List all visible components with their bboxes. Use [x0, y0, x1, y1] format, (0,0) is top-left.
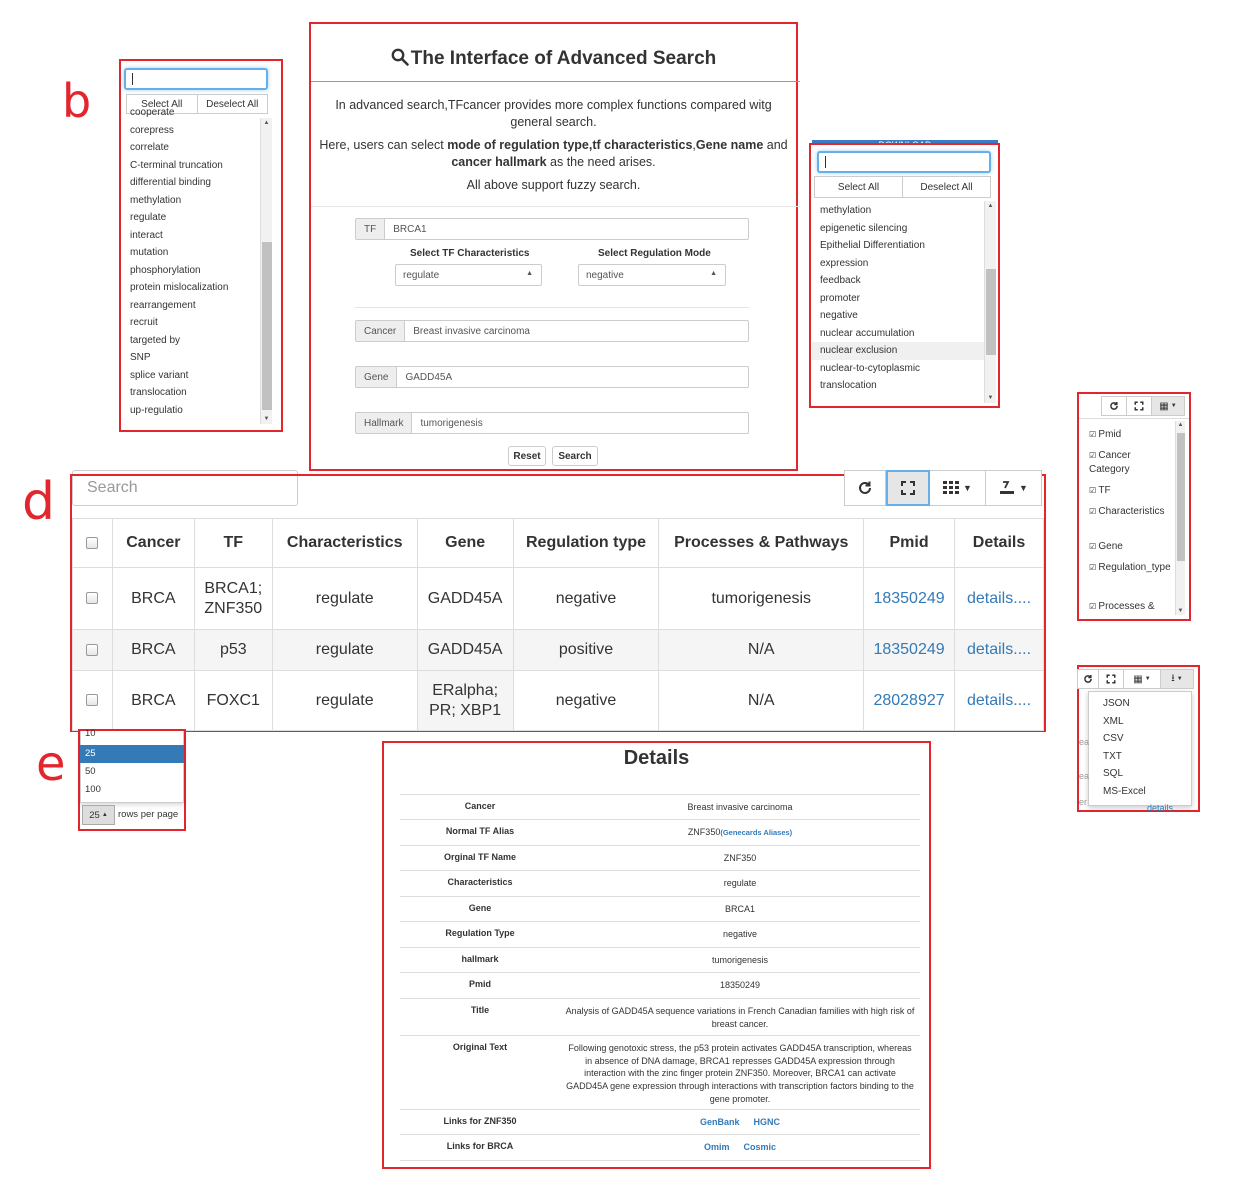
detail-value-text: BRCA1: [724, 904, 755, 914]
caret-down-icon: ▼: [1019, 483, 1028, 493]
detail-value: [560, 948, 920, 972]
refresh-icon: [857, 480, 873, 496]
tf-input[interactable]: BRCA1: [385, 218, 749, 240]
table-toolbar: [844, 470, 1042, 506]
export-xml[interactable]: XML: [1103, 715, 1124, 727]
option-splice-variant[interactable]: splice variant: [130, 369, 189, 381]
page-size-option[interactable]: 10: [85, 728, 96, 739]
export-json[interactable]: JSON: [1103, 698, 1130, 709]
option-snp[interactable]: SNP: [130, 352, 151, 363]
table-row[interactable]: [73, 671, 1044, 731]
rows-per-page-label: rows per page: [118, 809, 179, 820]
column-toggle-label: Regulation_type: [1098, 562, 1171, 573]
detail-key: Original Text: [452, 1042, 508, 1052]
detail-row: [400, 794, 920, 819]
external-link-omim[interactable]: Omim: [703, 1142, 730, 1152]
export-txt[interactable]: TXT: [1103, 750, 1122, 762]
column-header[interactable]: Regulation type: [513, 519, 659, 568]
cell-regulation-type: positive: [513, 630, 659, 671]
search-button[interactable]: Search: [552, 446, 598, 466]
table-row[interactable]: [73, 630, 1044, 671]
cell-cancer: BRCA: [112, 630, 194, 671]
detail-value: [560, 897, 920, 921]
caret-down-icon: ▼: [1176, 676, 1183, 682]
option-methylation[interactable]: methylation: [130, 194, 182, 206]
divider: [311, 81, 800, 82]
external-link-cosmic[interactable]: Cosmic: [743, 1142, 777, 1152]
cell-regulation-type: negative: [513, 568, 659, 630]
scrollbar[interactable]: [1175, 421, 1185, 615]
caret-down-icon: ▼: [963, 483, 972, 493]
scroll-up-icon[interactable]: ▲: [263, 120, 270, 126]
pmid-link[interactable]: 18350249: [864, 630, 955, 671]
detail-key: Gene: [468, 903, 492, 913]
option-list: [812, 202, 984, 402]
column-toggle-processes[interactable]: [1089, 600, 1173, 614]
option-protein-mislocalization[interactable]: protein mislocalization: [130, 282, 229, 293]
table-header-row: [73, 519, 1044, 568]
table-search-input[interactable]: Search: [72, 470, 298, 506]
option-correlate[interactable]: correlate: [130, 142, 169, 153]
results-table: [72, 518, 1044, 731]
detail-key: Regulation Type: [445, 928, 515, 938]
panel-g-export: [1077, 665, 1200, 812]
select-all-button[interactable]: Select All: [126, 94, 198, 114]
caret-down-icon: ▼: [1144, 676, 1151, 682]
detail-value: [560, 846, 920, 870]
fullscreen-button[interactable]: [1126, 396, 1152, 416]
intro-text-3: All above support fuzzy search.: [466, 178, 641, 192]
column-toggle-label: Characteristics: [1098, 506, 1165, 517]
cancer-field[interactable]: [355, 320, 749, 342]
grid-icon: ▦: [1133, 673, 1143, 685]
checkbox-icon[interactable]: ☑: [1089, 430, 1099, 439]
option-promoter[interactable]: promoter: [820, 292, 861, 304]
option-negative[interactable]: negative: [820, 310, 858, 321]
detail-value: [560, 1036, 920, 1109]
divider: [400, 1160, 920, 1161]
hallmark-input[interactable]: tumorigenesis: [412, 412, 749, 434]
option-translocation[interactable]: translocation: [820, 380, 877, 391]
column-header[interactable]: Characteristics: [272, 519, 417, 568]
detail-row: [400, 1134, 920, 1160]
reset-button[interactable]: Reset: [508, 446, 546, 466]
detail-key: Links for ZNF350: [443, 1116, 517, 1126]
details-link[interactable]: details: [1147, 803, 1174, 813]
column-header[interactable]: Processes & Pathways: [659, 519, 864, 568]
scrollbar[interactable]: [260, 118, 272, 424]
detail-key: Orginal TF Name: [443, 852, 516, 862]
cell-regulation-type: negative: [513, 671, 659, 731]
detail-key: Links for BRCA: [446, 1141, 514, 1151]
scroll-down-icon[interactable]: ▼: [263, 416, 270, 422]
column-toggle-label: Processes &: [1098, 601, 1155, 612]
detail-key: Title: [470, 1005, 490, 1015]
cell-tf: p53: [194, 630, 272, 671]
detail-row: [400, 921, 920, 947]
column-toggle-pmid[interactable]: [1089, 428, 1173, 442]
checkbox-icon[interactable]: ☑: [1089, 542, 1099, 551]
scroll-down-icon[interactable]: ▼: [1177, 608, 1184, 614]
checkbox-icon[interactable]: ☑: [1089, 602, 1099, 611]
column-toggle-list: [1079, 422, 1175, 618]
column-header[interactable]: Details: [955, 519, 1044, 568]
divider: [355, 307, 749, 308]
refresh-button[interactable]: [1101, 396, 1127, 416]
caret-up-icon: ▲: [101, 812, 108, 818]
detail-row: [400, 1035, 920, 1109]
detail-value: [560, 871, 920, 896]
detail-key: Normal TF Alias: [445, 826, 515, 836]
option-translocation[interactable]: translocation: [130, 387, 187, 398]
detail-value-text: ZNF350: [687, 827, 721, 837]
behind-text: ea: [1079, 771, 1090, 781]
fullscreen-icon: [1134, 401, 1144, 411]
option-regulate[interactable]: regulate: [130, 212, 167, 223]
option-methylation[interactable]: methylation: [820, 205, 872, 216]
divider: [311, 206, 800, 207]
cell-processes: N/A: [659, 630, 864, 671]
checkbox-icon[interactable]: ☑: [1089, 507, 1099, 516]
option-interact[interactable]: interact: [130, 229, 163, 241]
cancer-label: Cancer: [355, 320, 405, 342]
page-size-option-selected[interactable]: 25: [80, 745, 184, 763]
option-nuclear-exclusion[interactable]: nuclear exclusion: [812, 342, 984, 360]
characteristics-select[interactable]: regulate ▲: [395, 264, 542, 286]
cell-gene: GADD45A: [417, 568, 513, 630]
option-rearrangement[interactable]: rearrangement: [130, 299, 196, 311]
detail-value-text: Breast invasive carcinoma: [687, 802, 793, 812]
external-link-genbank[interactable]: GenBank: [699, 1117, 740, 1127]
select-all-checkbox-cell[interactable]: [73, 519, 113, 568]
detail-value: [560, 973, 920, 998]
column-toggle-label: Gene: [1098, 541, 1123, 552]
export-icon: [999, 481, 1015, 495]
grid-icon: ▦: [1159, 400, 1169, 412]
column-header[interactable]: Gene: [417, 519, 513, 568]
select-all-button[interactable]: Select All: [814, 176, 903, 198]
cell-gene: GADD45A: [417, 630, 513, 671]
option-mutation[interactable]: mutation: [130, 247, 169, 258]
cell-cancer: BRCA: [112, 568, 194, 630]
detail-row: [400, 870, 920, 896]
column-toggle-characteristics[interactable]: [1089, 505, 1173, 519]
regulation-mode-select[interactable]: negative ▲: [578, 264, 726, 286]
column-toggle-cancer-category[interactable]: [1089, 449, 1173, 477]
option-epithelial-differentiation[interactable]: Epithelial Differentiation: [820, 240, 925, 251]
scroll-down-icon[interactable]: ▼: [987, 395, 994, 401]
intro-text-1: In advanced search,TFcancer provides more complex functions compared witg general search.: [335, 98, 772, 129]
dropdown-search-input[interactable]: [817, 151, 991, 173]
column-toggle-regulation-type[interactable]: [1089, 561, 1173, 575]
export-ms-excel[interactable]: MS-Excel: [1103, 786, 1146, 797]
table-row[interactable]: [73, 568, 1044, 630]
checkbox[interactable]: [86, 537, 98, 549]
caret-up-icon: ▲: [526, 270, 533, 277]
scrollbar[interactable]: [984, 201, 996, 403]
checkbox-icon[interactable]: ☑: [1089, 486, 1099, 495]
deselect-all-button[interactable]: Deselect All: [903, 176, 991, 198]
option-expression[interactable]: expression: [820, 257, 869, 269]
detail-value-text: 18350249: [719, 980, 761, 990]
option-phosphorylation[interactable]: phosphorylation: [130, 264, 201, 276]
grid-icon: [943, 481, 959, 495]
column-toggle-label: Cancer Category: [1089, 450, 1131, 475]
pmid-link[interactable]: 18350249: [864, 568, 955, 630]
row-checkbox[interactable]: [86, 592, 98, 604]
column-header[interactable]: Cancer: [112, 519, 194, 568]
option-list: [122, 107, 258, 427]
page-size-option[interactable]: 50: [85, 766, 96, 777]
panel-letter-d: d: [22, 472, 56, 532]
detail-value: [560, 820, 920, 845]
genecards-aliases-link[interactable]: (Genecards Aliases): [720, 828, 793, 837]
deselect-all-button[interactable]: Deselect All: [198, 94, 269, 114]
detail-value: [560, 922, 920, 947]
panel-b-characteristics-dropdown: [119, 59, 283, 432]
detail-value: [560, 1110, 920, 1134]
export-icon: ⭳: [1171, 672, 1175, 684]
scroll-up-icon[interactable]: ▲: [987, 203, 994, 209]
row-checkbox[interactable]: [86, 694, 98, 706]
detail-row: [400, 819, 920, 845]
intro-text-2: Here, users can select mode of regulation type,tf characteristics,Gene name and cancer hallmark as the need arises.: [319, 138, 788, 169]
tf-field[interactable]: [355, 218, 749, 240]
detail-value-text: ZNF350: [723, 853, 757, 863]
search-icon: [391, 48, 409, 72]
page-size-option[interactable]: 100: [85, 784, 101, 795]
cell-characteristics: regulate: [272, 671, 417, 731]
cell-characteristics: regulate: [272, 630, 417, 671]
page-title: The Interface of Advanced Search: [311, 48, 796, 72]
detail-row: [400, 845, 920, 870]
cell-cancer: BRCA: [112, 671, 194, 731]
detail-row: [400, 896, 920, 921]
panel-e-page-size: [78, 729, 186, 831]
detail-row: [400, 947, 920, 972]
export-format-list: [1079, 667, 1199, 807]
scroll-up-icon[interactable]: ▲: [1177, 422, 1184, 428]
cell-gene: ERalpha; PR; XBP1: [417, 671, 513, 731]
pmid-link[interactable]: 28028927: [864, 671, 955, 731]
detail-value: [560, 795, 920, 819]
option-nuclear-to-cytoplasmic[interactable]: nuclear-to-cytoplasmic: [820, 362, 921, 374]
column-toggle-label: TF: [1098, 485, 1111, 496]
checkbox-icon[interactable]: ☑: [1089, 563, 1099, 572]
detail-key: Pmid: [468, 979, 491, 989]
panel-c-regulation-dropdown: [809, 143, 1000, 408]
behind-text: er: [1079, 797, 1088, 807]
detail-key: Cancer: [464, 801, 496, 811]
column-toggle-gene[interactable]: [1089, 540, 1173, 554]
option-feedback[interactable]: feedback: [820, 275, 861, 286]
option-nuclear-accumulation[interactable]: nuclear accumulation: [820, 327, 915, 339]
option-up-regulatio[interactable]: up-regulatio: [130, 404, 183, 416]
detail-value-text: Analysis of GADD45A sequence variations in French Canadian families with high risk of breast cancer.: [565, 1006, 915, 1029]
detail-value: [560, 999, 920, 1035]
column-header[interactable]: Pmid: [864, 519, 955, 568]
external-link-hgnc[interactable]: HGNC: [753, 1117, 780, 1127]
row-checkbox[interactable]: [86, 644, 98, 656]
option-c-terminal-truncation[interactable]: C-terminal truncation: [130, 159, 223, 171]
details-link[interactable]: details....: [955, 568, 1044, 630]
detail-value-text: regulate: [723, 878, 757, 888]
details-link[interactable]: details....: [955, 671, 1044, 731]
export-csv[interactable]: CSV: [1103, 733, 1124, 745]
detail-value-text: Following genotoxic stress, the p53 protein activates GADD45A transcription, whereas in absence of DNA damage, BRCA1 represses GADD45A expression through interaction with the zinc finger protein ZNF350. Moreover, BRCA1 can activate GADD45A gene expression through interactions with transcription factors binding to the gene promoter.: [566, 1043, 914, 1104]
dropdown-search-input[interactable]: [124, 68, 268, 90]
fullscreen-icon: [900, 480, 916, 496]
export-button[interactable]: [986, 470, 1042, 506]
detail-key: Characteristics: [447, 877, 513, 887]
caret-up-icon: ▲: [710, 270, 717, 277]
hallmark-field[interactable]: [355, 412, 749, 434]
gene-field[interactable]: [355, 366, 749, 388]
caret-down-icon: ▼: [1170, 403, 1177, 409]
option-differential-binding[interactable]: differential binding: [130, 177, 211, 188]
cancer-input[interactable]: Breast invasive carcinoma: [405, 320, 749, 342]
option-corepress[interactable]: corepress: [130, 124, 174, 136]
option-recruit[interactable]: recruit: [130, 317, 158, 328]
regulation-mode-label: Select Regulation Mode: [598, 248, 711, 259]
columns-button[interactable]: [930, 470, 986, 506]
characteristics-label: Select TF Characteristics: [410, 248, 530, 259]
panel-letter-b: b: [62, 74, 92, 128]
gene-input[interactable]: GADD45A: [397, 366, 749, 388]
tf-label: TF: [355, 218, 385, 240]
cell-characteristics: regulate: [272, 568, 417, 630]
cell-processes: tumorigenesis: [659, 568, 864, 630]
panel-letter-e: e: [36, 736, 66, 792]
column-header[interactable]: TF: [194, 519, 272, 568]
behind-text: ea: [1079, 737, 1090, 747]
cell-tf: BRCA1; ZNF350: [194, 568, 272, 630]
refresh-button[interactable]: [844, 470, 886, 506]
option-cooperate[interactable]: cooperate: [130, 107, 175, 118]
page-size-button[interactable]: 25 ▲: [82, 805, 115, 825]
detail-value-text: negative: [722, 929, 758, 939]
detail-row: [400, 972, 920, 998]
panel-f-column-toggle: [1077, 392, 1191, 621]
column-toggle-tf[interactable]: [1089, 484, 1173, 498]
option-epigenetic-silencing[interactable]: epigenetic silencing: [820, 222, 908, 234]
detail-key: hallmark: [461, 954, 499, 964]
fullscreen-button[interactable]: [886, 470, 930, 506]
cell-processes: N/A: [659, 671, 864, 731]
columns-button[interactable]: [1151, 396, 1185, 416]
hallmark-label: Hallmark: [355, 412, 412, 434]
panel-h-details: [382, 741, 931, 1169]
details-title: Details: [623, 747, 690, 769]
cell-tf: FOXC1: [194, 671, 272, 731]
panel-a-advanced-search: [309, 22, 798, 471]
gene-label: Gene: [355, 366, 397, 388]
detail-value-text: tumorigenesis: [711, 955, 769, 965]
column-toggle-label: Pmid: [1098, 429, 1122, 440]
detail-value: [560, 1135, 920, 1160]
checkbox-icon[interactable]: ☑: [1089, 451, 1099, 460]
details-link[interactable]: details....: [955, 630, 1044, 671]
export-sql[interactable]: SQL: [1103, 768, 1124, 780]
detail-row: [400, 998, 920, 1035]
option-targeted-by[interactable]: targeted by: [130, 334, 181, 346]
detail-row: [400, 1109, 920, 1134]
refresh-icon: [1109, 401, 1119, 411]
